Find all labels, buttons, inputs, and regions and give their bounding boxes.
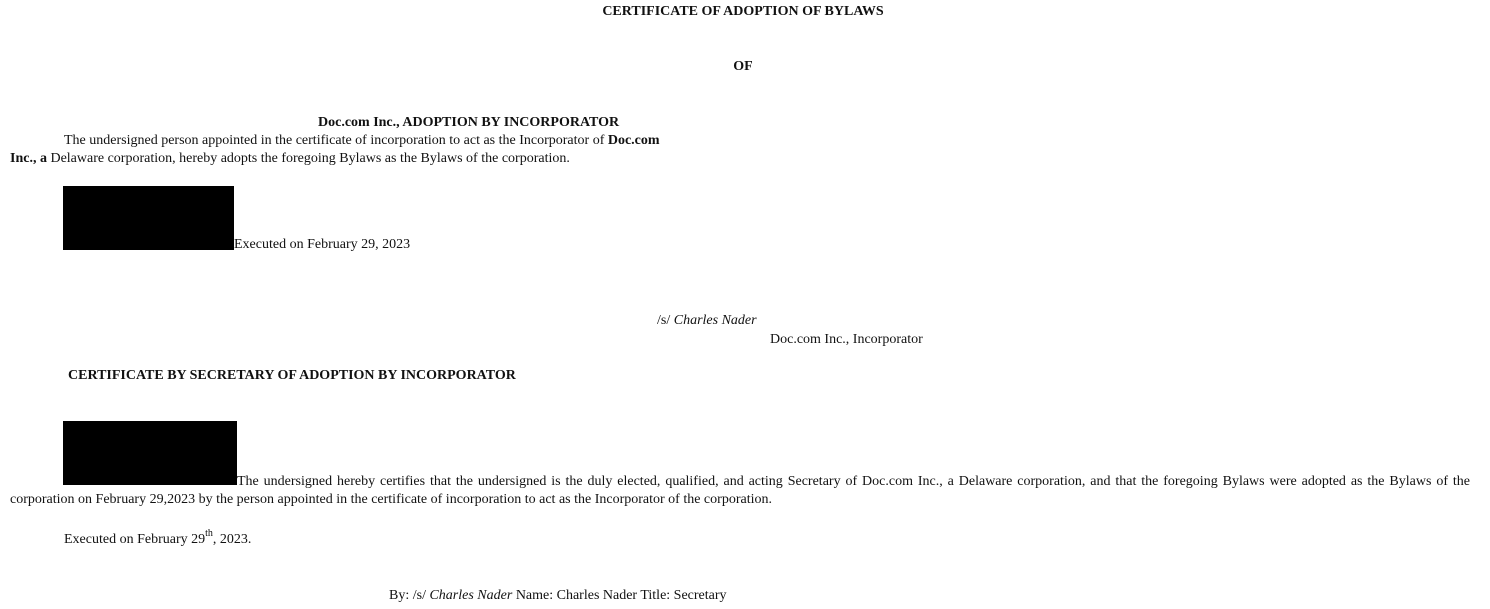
- signature-2-by: By: /s/: [389, 588, 430, 603]
- section-title-adoption: Doc.com Inc., ADOPTION BY INCORPORATOR: [318, 115, 620, 130]
- section-title-secretary: CERTIFICATE BY SECRETARY OF ADOPTION BY INCORPORATOR: [68, 368, 516, 383]
- signature-2-details: Name: Charles Nader Title: Secretary: [512, 588, 727, 603]
- executed-date-2-prefix: Executed on February 29: [64, 532, 206, 547]
- paragraph-1-text: The undersigned person appointed in the certificate of incorporation to act as the Incorporator of: [64, 133, 608, 148]
- signature-2-line: [389, 587, 727, 604]
- paragraph-2: The undersigned hereby certifies that the undersigned is the duly elected, qualified, and acting Secretary of Doc.com Inc., a Delaware corporation, and that the foregoing Bylaws were adopted as the Bylaws of the corporation on February 29,2023 by the person appointed in the certificate of incorporation to act as the Incorporator of the corporation.: [10, 474, 1470, 507]
- signature-1: [657, 312, 757, 329]
- executed-date-2: [64, 528, 252, 548]
- executed-date-2-suffix: , 2023.: [212, 532, 252, 547]
- redacted-signature-block-1: [63, 186, 234, 250]
- paragraph-1-line-2: [10, 150, 570, 167]
- executed-date-2-ordinal: th: [205, 528, 213, 540]
- signature-2-name: Charles Nader: [429, 588, 513, 603]
- company-name: Doc.com: [607, 133, 660, 148]
- paragraph-1-line-1: [64, 132, 660, 149]
- document-title: CERTIFICATE OF ADOPTION OF BYLAWS: [602, 4, 884, 19]
- signature-1-role: Doc.com Inc., Incorporator: [770, 332, 923, 347]
- signature-1-name: Charles Nader: [673, 313, 757, 328]
- company-name-continued: Inc., a: [10, 151, 47, 166]
- document-title-of: OF: [733, 59, 753, 74]
- executed-date-1: Executed on February 29, 2023: [234, 237, 411, 252]
- paragraph-1-text-continued: Delaware corporation, hereby adopts the foregoing Bylaws as the Bylaws of the corporation.: [46, 151, 570, 166]
- signature-1-prefix: /s/: [657, 313, 674, 328]
